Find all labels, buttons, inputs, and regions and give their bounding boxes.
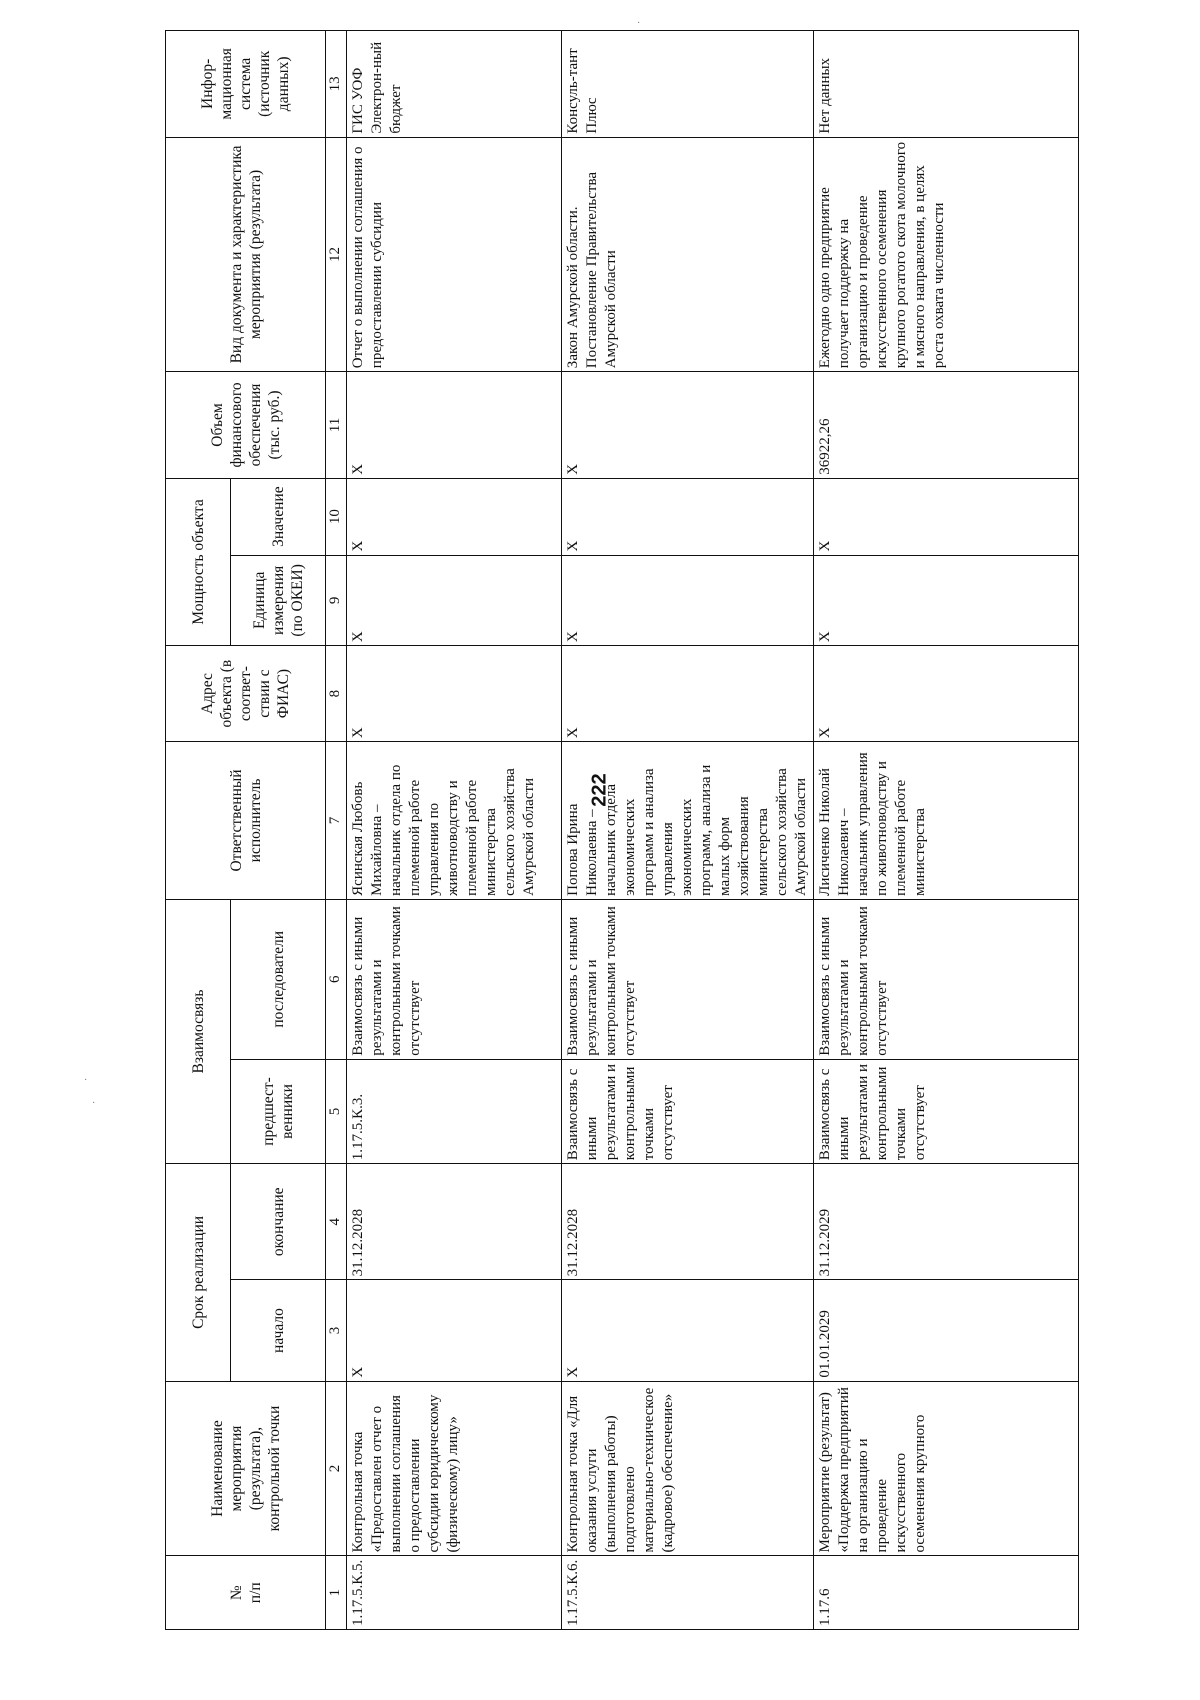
cell-responsible: Ясинская Любовь Михайловна – начальник отдела по племенной работе управления по животноводству и племенной работе министерства сельского хозяйства Амурской области [347,742,562,900]
cell-responsible: Лисиченко Николай Николаевич – начальник управления по животноводству и племенной работе министерства [814,742,1079,900]
cell-start: X [562,1280,814,1381]
header-document: Вид документа и характеристика мероприятия (результата) [166,137,326,372]
header-successors: последователи [231,899,326,1059]
cell-finance: X [562,372,814,479]
cell-address: X [814,646,1079,742]
cell-finance: 36922,26 [814,372,1079,479]
column-number: 1 [326,1556,347,1630]
column-number: 13 [326,31,347,138]
cell-predecessors: Взаимосвязь с иными результатами и контрольными точками отсутствует [814,1059,1079,1163]
column-number: 9 [326,555,347,646]
header-finance: Объем финансового обеспечения (тыс. руб.) [166,372,326,479]
cell-start: X [347,1280,562,1381]
column-number: 8 [326,646,347,742]
header-address: Адрес объекта (в соответ-ствии с ФИАС) [166,646,326,742]
cell-value: X [814,478,1079,555]
table-row [347,31,562,1630]
header-value: Значение [231,478,326,555]
cell-info-system: Нет данных [814,31,1079,138]
header-predecessors: предшест-венники [231,1059,326,1163]
scan-mark: · [637,18,641,29]
cell-end: 31.12.2028 [562,1164,814,1280]
header-activity-name: Наименование мероприятия (результата), контрольной точки [166,1381,326,1556]
cell-document: Ежегодно одно предприятие получает поддержку на организацию и проведение искусственного осеменения крупного рогатого скота молочного и мясного направления, в целях роста охвата численности [814,137,1079,372]
cell-number: 1.17.5.К.5. [347,1556,562,1630]
header-responsible: Ответственный исполнитель [166,742,326,900]
cell-activity-name: Контрольная точка «Предоставлен отчет о выполнении соглашения о предоставлении субсидии юридическому (физическому) лицу» [347,1381,562,1556]
page-number: 222 [588,773,611,807]
cell-unit: X [814,555,1079,646]
header-link: Взаимосвязь [166,899,231,1163]
column-number: 12 [326,137,347,372]
column-number: 3 [326,1280,347,1381]
cell-successors: Взаимосвязь с иными результатами и контрольными точками отсутствует [814,899,1079,1059]
cell-unit: X [347,555,562,646]
column-number: 6 [326,899,347,1059]
cell-address: X [562,646,814,742]
cell-unit: X [562,555,814,646]
cell-activity-name: Мероприятие (результат) «Поддержка предприятий на организацию и проведение искусственного осеменения крупного [814,1381,1079,1556]
cell-successors: Взаимосвязь с иными результатами и контрольными точками отсутствует [347,899,562,1059]
header-capacity: Мощность объекта [166,478,231,645]
column-number: 5 [326,1059,347,1163]
column-number: 2 [326,1381,347,1556]
cell-document: Отчет о выполнении соглашения о предоставлении субсидии [347,137,562,372]
cell-value: X [347,478,562,555]
header-unit: Единица измерения (по ОКЕИ) [231,555,326,646]
table-row [814,31,1079,1630]
column-number: 4 [326,1164,347,1280]
cell-predecessors: 1.17.5.К.3. [347,1059,562,1163]
rotated-table-container [165,30,1085,1630]
cell-activity-name: Контрольная точка «Для оказания услуги (выполнения работы) подготовлено материально-техническое (кадровое) обеспечение» [562,1381,814,1556]
cell-info-system: Консуль-тант Плюс [562,31,814,138]
cell-address: X [347,646,562,742]
header-end: окончание [231,1164,326,1280]
cell-info-system: ГИС УОФ Электрон-ный бюджет [347,31,562,138]
cell-value: X [562,478,814,555]
header-number: № п/п [166,1556,326,1630]
cell-number: 1.17.6 [814,1556,1079,1630]
column-number: 7 [326,742,347,900]
scan-mark: · [84,1075,88,1086]
column-number: 11 [326,372,347,479]
cell-finance: X [347,372,562,479]
header-period: Срок реализации [166,1164,231,1381]
activities-table [165,30,1079,1630]
cell-document: Закон Амурской области. Постановление Правительства Амурской области [562,137,814,372]
cell-end: 31.12.2029 [814,1164,1079,1280]
cell-number: 1.17.5.К.6. [562,1556,814,1630]
scan-mark: · [92,1098,96,1109]
cell-responsible: Попова Ирина Николаевна – начальник отдела экономических программ и анализа управления экономических программ, анализа и малых форм хозяйствования министерства сельского хозяйства Амурской области [562,742,814,900]
cell-predecessors: Взаимосвязь с иными результатами и контрольными точками отсутствует [562,1059,814,1163]
cell-end: 31.12.2028 [347,1164,562,1280]
table-row [562,31,814,1630]
cell-start: 01.01.2029 [814,1280,1079,1381]
header-start: начало [231,1280,326,1381]
header-info-system: Инфор-мационная система (источник данных) [166,31,326,138]
cell-successors: Взаимосвязь с иными результатами и контрольными точками отсутствует [562,899,814,1059]
column-number: 10 [326,478,347,555]
